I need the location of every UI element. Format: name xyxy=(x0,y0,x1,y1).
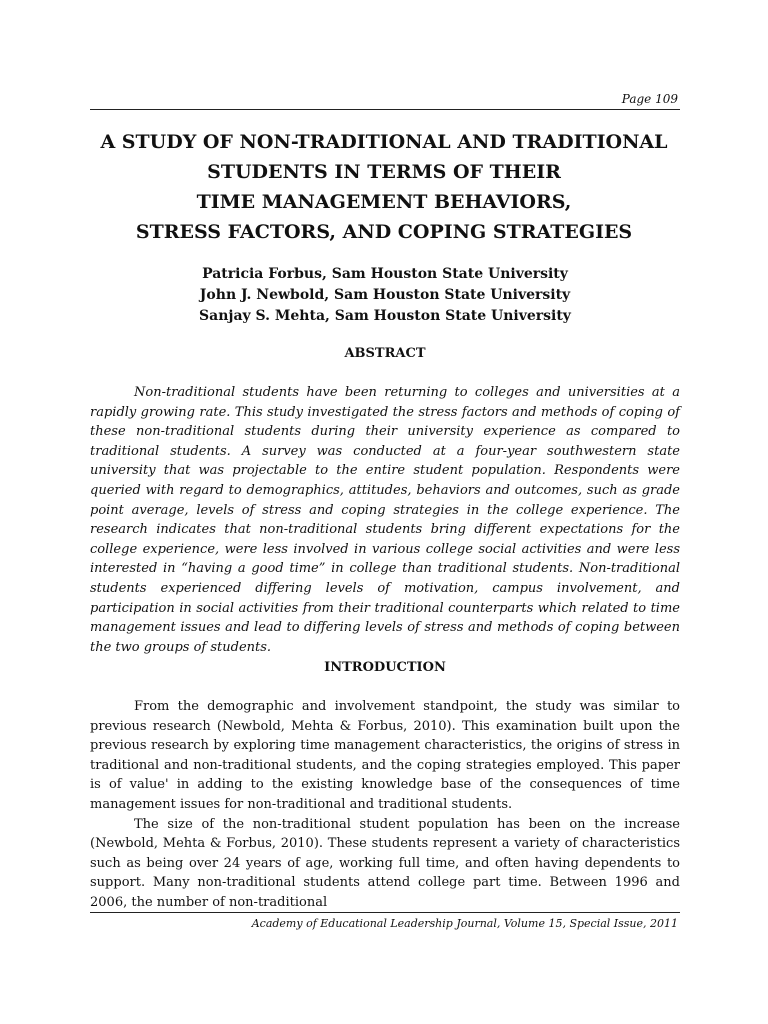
title-line: STUDENTS IN TERMS OF THEIR xyxy=(207,161,561,183)
author-line: John J. Newbold, Sam Houston State University xyxy=(199,287,571,303)
body-paragraph: From the demographic and involvement standpoint, the study was similar to previous research (Newbold, Mehta & Forbus, 2010). This examination built upon the previous research by exploring time management characteristics, the origins of stress in traditional and non-traditional students, and the coping strategies employed. This paper is of value' in adding to the existing knowledge base of the consequences of time management issues for non-traditional and traditional students. xyxy=(90,699,680,812)
abstract-heading: ABSTRACT xyxy=(344,346,426,361)
header-rule xyxy=(90,109,680,110)
page-number: Page 109 xyxy=(621,92,678,106)
author-list xyxy=(90,264,680,327)
author-line: Patricia Forbus, Sam Houston State University xyxy=(202,266,568,282)
body-paragraph: The size of the non-traditional student population has been on the increase (Newbold, Mehta & Forbus, 2010). These students represent a variety of characteristics such as being over 24 years of age, working full time, and often having dependents to support. Many non-traditional students attend college part time. Between 1996 and 2006, the number of non-traditional xyxy=(90,816,680,910)
author-line: Sanjay S. Mehta, Sam Houston State University xyxy=(199,308,571,324)
introduction-body xyxy=(90,697,680,913)
title-line: TIME MANAGEMENT BEHAVIORS, xyxy=(196,191,572,213)
journal-citation: Academy of Educational Leadership Journal, Volume 15, Special Issue, 2011 xyxy=(251,917,678,930)
title-line: STRESS FACTORS, AND COPING STRATEGIES xyxy=(135,221,633,243)
footer-rule xyxy=(90,912,680,913)
introduction-heading: INTRODUCTION xyxy=(324,660,446,675)
abstract-text: Non-traditional students have been returning to colleges and universities at a rapidly growing rate. This study investigated the stress factors and methods of coping of these non-traditional students during their university experience as compared to traditional students. A survey was conducted at a four-year southwestern state university that was projectable to the entire student population. Respondents were queried with regard to demographics, attitudes, behaviors and outcomes, such as grade point average, levels of stress and coping strategies in the college experience. The research indicates that non-traditional students bring different expectations for the college experience, were less involved in various college social activities and were less interested in “having a good time” in college than traditional students. Non-traditional students experienced differing levels of motivation, campus involvement, and participation in social activities from their traditional counterparts which related to time management issues and lead to differing levels of stress and methods of coping between the two groups of students. xyxy=(90,385,680,655)
title-line: A STUDY OF NON-TRADITIONAL AND TRADITIONAL xyxy=(100,131,668,153)
paper-title xyxy=(60,127,708,247)
